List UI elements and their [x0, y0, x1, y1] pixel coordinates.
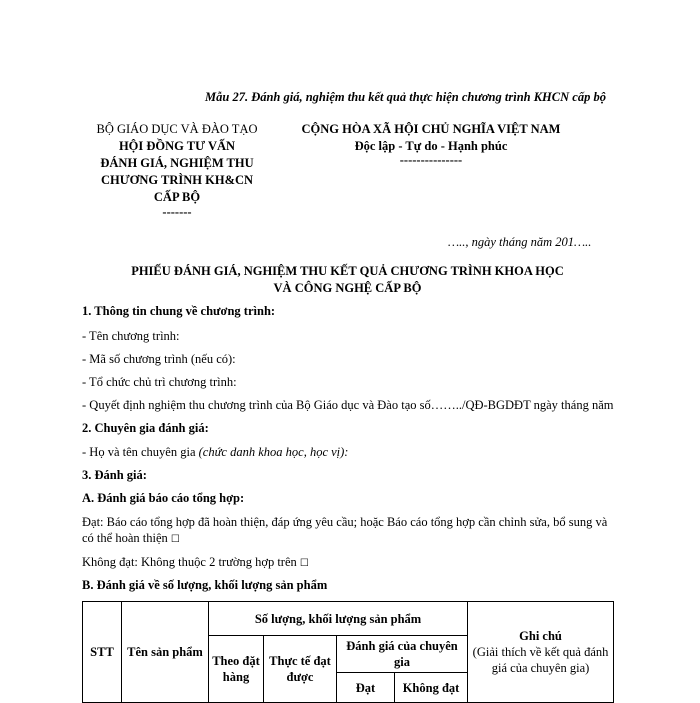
pass-checkbox[interactable]: ☐: [170, 534, 180, 545]
right-dash: ---------------: [399, 153, 463, 167]
date-line: ….., ngày tháng năm 201…..: [448, 235, 592, 249]
program-name-field: - Tên chương trình:: [82, 329, 180, 343]
council-line-1: HỘI ĐỒNG TƯ VẤN: [118, 139, 236, 153]
document-title: [82, 263, 613, 297]
expert-prefix: - Họ và tên chuyên gia: [82, 445, 199, 459]
col-fail: Không đạt: [395, 673, 468, 703]
col-quantity-group: Số lượng, khối lượng sản phẩm: [209, 602, 468, 636]
form-code: Mẫu 27. Đánh giá, nghiệm thu kết quả thực hiện chương trình KHCN cấp bộ: [205, 90, 606, 104]
part-b-heading: B. Đánh giá về số lượng, khối lượng sản phẩm: [82, 578, 328, 592]
motto: Độc lập - Tự do - Hạnh phúc: [354, 139, 508, 153]
expert-name-field: [82, 445, 348, 460]
col-notes: [468, 602, 614, 703]
ministry-name: BỘ GIÁO DỤC VÀ ĐÀO TẠO: [96, 122, 258, 136]
pass-criteria-line-2: [82, 531, 180, 546]
notes-description: (Giải thích về kết quả đánh giá của chuyên gia): [472, 645, 609, 675]
col-planned: Theo đặt hàng: [209, 636, 264, 703]
col-pass: Đạt: [337, 673, 395, 703]
pass-criteria-text: có thể hoàn thiện: [82, 531, 168, 545]
fail-criteria-line: [82, 555, 309, 570]
expert-note: (chức danh khoa học, học vị):: [198, 445, 349, 459]
col-actual: Thực tế đạt được: [264, 636, 337, 703]
council-line-4: CẤP BỘ: [153, 190, 201, 204]
decision-field: - Quyết định nghiệm thu chương trình của Bộ Giáo dục và Đào tạo số……../QĐ-BGDĐT ngày tháng năm: [82, 398, 614, 412]
program-code-field: - Mã số chương trình (nếu có):: [82, 352, 236, 366]
section1-heading: 1. Thông tin chung về chương trình:: [82, 304, 276, 318]
title-line-2: VÀ CÔNG NGHỆ CẤP BỘ: [273, 281, 422, 295]
notes-title: Ghi chú: [519, 629, 562, 643]
section2-heading: 2. Chuyên gia đánh giá:: [82, 421, 209, 435]
col-expert-eval: Đánh giá của chuyên gia: [337, 636, 468, 673]
products-table: [82, 601, 614, 703]
fail-checkbox[interactable]: ☐: [299, 558, 309, 569]
section3-heading: 3. Đánh giá:: [82, 468, 147, 482]
left-header: [82, 121, 272, 218]
col-product-name: Tên sản phẩm: [122, 602, 209, 703]
part-a-heading: A. Đánh giá báo cáo tổng hợp:: [82, 491, 245, 505]
title-line-1: PHIẾU ĐÁNH GIÁ, NGHIỆM THU KẾT QUẢ CHƯƠNG TRÌNH KHOA HỌC: [131, 264, 564, 278]
right-header: [285, 121, 577, 165]
council-line-2: ĐÁNH GIÁ, NGHIỆM THU: [100, 156, 254, 170]
country-name: CỘNG HÒA XÃ HỘI CHỦ NGHĨA VIỆT NAM: [301, 122, 561, 136]
left-dash: -------: [162, 205, 192, 219]
host-org-field: - Tổ chức chủ trì chương trình:: [82, 375, 237, 389]
council-line-3: CHƯƠNG TRÌNH KH&CN: [100, 173, 254, 187]
fail-criteria-text: Không đạt: Không thuộc 2 trường hợp trên: [82, 555, 297, 569]
pass-criteria-line-1: Đạt: Báo cáo tổng hợp đã hoàn thiện, đáp ứng yêu cầu; hoặc Báo cáo tổng hợp cần chỉnh sửa, bổ sung và: [82, 515, 608, 529]
col-stt: STT: [83, 602, 122, 703]
